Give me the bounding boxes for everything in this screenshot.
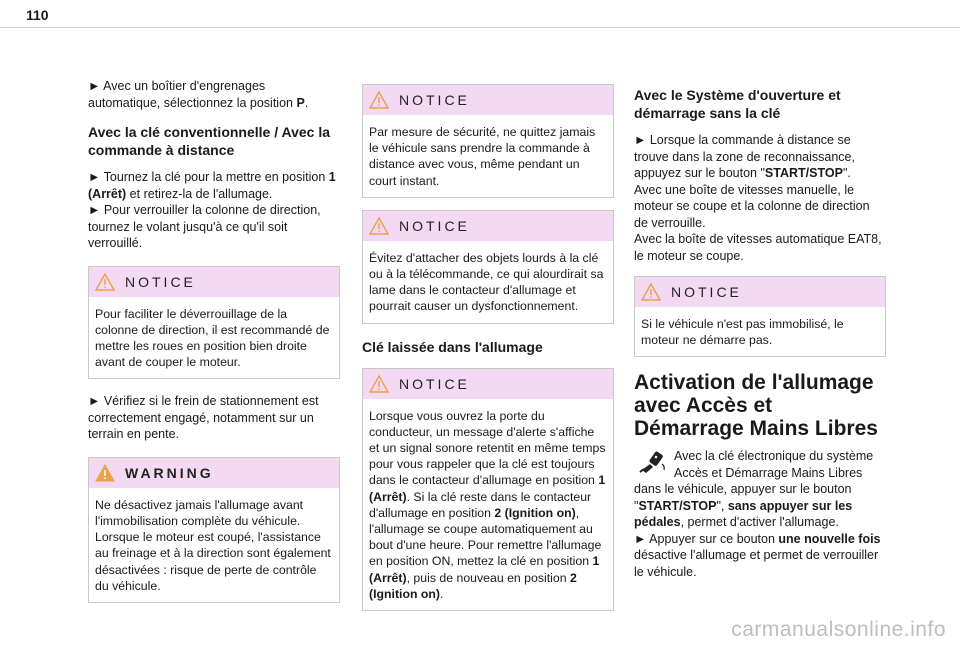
paragraph: ► Tournez la clé pour la mettre en position 1 (Arrêt) et retirez-la de l'allumage. — [88, 170, 336, 201]
notice-box — [634, 276, 886, 357]
notice-label: NOTICE — [399, 217, 470, 234]
caution-triangle-icon — [95, 273, 115, 291]
notice-text: Évitez d'attacher des objets lourds à la clé ou à la télécommande, ce qui alourdirait sa lame dans le contacteur d'allumage et pourrait causer un dysfonctionnement. — [369, 250, 604, 314]
chapter-heading: Activation de l'allumage avec Accès et Démarrage Mains Libres — [634, 371, 878, 441]
notice-text: Par mesure de sécurité, ne quittez jamais le véhicule sans prendre la commande à distance avec vous, même pendant un court instant. — [369, 125, 596, 188]
warning-box — [88, 457, 340, 603]
caution-triangle-icon — [369, 217, 389, 235]
paragraph: Avec une boîte de vitesses manuelle, le moteur se coupe et la colonne de direction de verrouille. — [634, 182, 870, 230]
column-right — [634, 86, 886, 580]
paragraph: ► Pour verrouiller la colonne de direction, tournez le volant jusqu'à ce qu'il soit verrouillé. — [88, 203, 321, 250]
page-number: 110 — [26, 7, 49, 23]
notice-label: NOTICE — [399, 92, 470, 108]
paragraph: ► Lorsque la commande à distance se trouve dans la zone de reconnaissance, appuyez sur le bouton "START/STOP". — [634, 133, 855, 180]
notice-text: Pour faciliter le déverrouillage de la colonne de direction, il est recommandé de mettre les roues en position bien droite avant de couper le moteur. — [95, 306, 330, 370]
notice-box — [362, 368, 614, 611]
section-heading: Clé laissée dans l'allumage — [362, 338, 543, 355]
caution-triangle-icon — [369, 91, 389, 109]
notice-header — [635, 277, 885, 307]
notice-header — [89, 267, 339, 297]
notice-label: NOTICE — [671, 284, 742, 300]
notice-header — [363, 369, 613, 399]
notice-label: NOTICE — [399, 375, 470, 392]
column-left — [88, 78, 340, 603]
watermark-text: carmanualsonline.info — [731, 618, 946, 641]
section-heading: Avec le Système d'ouverture et démarrage sans la clé — [634, 87, 841, 121]
section-heading: Avec la clé conventionnelle / Avec la commande à distance — [88, 124, 330, 158]
caution-triangle-icon — [369, 375, 389, 393]
keyless-start-icon — [638, 450, 668, 474]
warning-header — [89, 458, 339, 488]
paragraph: ► Vérifiez si le frein de stationnement est correctement engagé, notamment sur un terrain en pente. — [88, 394, 319, 442]
paragraph: Avec la boîte de vitesses automatique EAT8, le moteur se coupe. — [634, 232, 882, 263]
warning-text: Ne désactivez jamais l'allumage avant l'immobilisation complète du véhicule. Lorsque le moteur est coupé, l'assistance au freinage et à la direction sont également désactivées : risque de perte de contrôle du véhicule. — [95, 497, 331, 593]
caution-triangle-icon — [641, 283, 661, 301]
header-rule — [0, 27, 960, 28]
notice-box — [88, 266, 340, 380]
notice-text: Si le véhicule n'est pas immobilisé, le moteur ne démarre pas. — [641, 317, 844, 348]
notice-header — [363, 85, 613, 115]
warning-label: WARNING — [125, 464, 214, 481]
paragraph: Avec la clé électronique du système Accès et Démarrage Mains Libres dans le véhicule, appuyer sur le bouton "START/STOP", sans appuyer sur les pédales, permet d'activer l'allumage. — [634, 449, 874, 530]
notice-box — [362, 84, 614, 198]
notice-box — [362, 210, 614, 324]
notice-header — [363, 211, 613, 241]
paragraph: ► Appuyer sur ce bouton une nouvelle fois désactive l'allumage et permet de verrouiller le véhicule. — [634, 531, 881, 579]
notice-text: Lorsque vous ouvrez la porte du conducteur, un message d'alerte s'affiche et un signal sonore retentit en même temps pour vous rappeler que la clé est toujours dans le contacteur d'allumage en position 1 (Arrêt). Si la clé reste dans le contacteur d'allumage en position 2 (Ignition on), l'allumage se coupe automatiquement au bout d'une heure. Pour remettre l'allumage en position ON, mettez la clé en position 1 (Arrêt), puis de nouveau en position 2 (Ignition on). — [369, 408, 606, 601]
warning-triangle-icon — [95, 464, 115, 482]
paragraph: ► Avec un boîtier d'engrenages automatique, sélectionnez la position P. — [88, 79, 309, 110]
column-middle — [362, 84, 614, 611]
notice-label: NOTICE — [125, 273, 196, 290]
